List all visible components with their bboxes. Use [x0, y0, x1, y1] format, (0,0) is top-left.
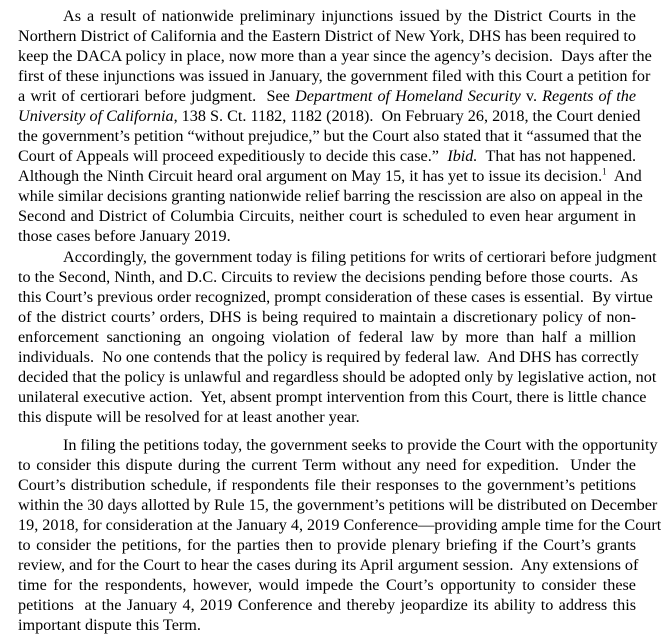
text-line: [18, 126, 642, 146]
italic-citation: Ibid.: [447, 147, 478, 165]
text-line: [18, 186, 643, 206]
text-line: [18, 515, 661, 535]
text-segment: As a result of nationwide preliminary injunctions issued by the District Courts in the: [63, 7, 636, 25]
text-line: [18, 6, 636, 26]
paragraph-petitions-filed: [18, 247, 657, 427]
text-line: [18, 247, 657, 267]
text-segment: keep the DACA policy in place, now more than a year since the agency’s decision. Days after the: [18, 47, 652, 65]
text-segment: first of these injunctions was issued in January, the government filed with this Court a petition for: [18, 67, 651, 85]
text-segment: this Court’s previous order recognized, prompt consideration of these cases is essential. By virtue: [18, 288, 653, 306]
text-line: [18, 435, 658, 455]
text-line: [18, 26, 636, 46]
italic-citation: Regents of the: [542, 87, 637, 105]
text-line: [18, 595, 636, 615]
text-segment: , 138 S. Ct. 1182, 1182 (2018). On February 26, 2018, the Court denied: [173, 107, 641, 125]
text-line: [18, 387, 647, 407]
text-segment: 19, 2018, for consideration at the January 4, 2019 Conference—providing ample time for the Court: [18, 516, 661, 534]
text-line: [18, 407, 636, 427]
text-segment: In filing the petitions today, the government seeks to provide the Court with the opportunity: [63, 436, 658, 454]
text-line: [18, 106, 641, 126]
text-line: [18, 455, 636, 475]
text-line: [18, 327, 636, 347]
text-segment: decided that the policy is unlawful and regardless should be adopted only by legislative action, not: [18, 368, 657, 386]
text-segment: Court’s distribution schedule, if respondents file their responses to the government’s petitions: [18, 476, 636, 494]
text-line: [18, 367, 657, 387]
text-segment: the government’s petition “without prejudice,” but the Court also stated that it “assumed that the: [18, 127, 642, 145]
text-segment: to the Second, Ninth, and D.C. Circuits to review the decisions pending before those courts. As: [18, 268, 638, 286]
text-segment: a writ of certiorari before judgment. See: [18, 87, 295, 105]
text-line: [18, 46, 652, 66]
text-segment: Northern District of California and the Eastern District of New York, DHS has been required to: [18, 27, 636, 45]
italic-citation: University of California: [18, 107, 174, 125]
text-segment: Although the Ninth Circuit heard oral argument on May 15, it has yet to issue its decision.: [18, 167, 603, 185]
text-line: [18, 555, 639, 575]
text-line: [18, 495, 658, 515]
text-segment: time for the respondents, however, would impede the Court’s opportunity to consider these: [18, 576, 636, 594]
text-segment: individuals. No one contends that the policy is required by federal law. And DHS has correctly: [18, 348, 639, 366]
text-line: [18, 146, 636, 166]
text-segment: while similar decisions granting nationwide relief barring the rescission are also on appeal in the: [18, 187, 643, 205]
text-segment: petitions at the January 4, 2019 Conference and thereby jeopardize its ability to address this: [18, 596, 636, 614]
text-line: [18, 206, 636, 226]
text-segment: And: [606, 167, 642, 185]
text-segment: Accordingly, the government today is filing petitions for writs of certiorari before judgment: [63, 248, 657, 266]
text-line: [18, 475, 636, 495]
text-segment: those cases before January 2019.: [18, 227, 231, 245]
text-line: [18, 615, 636, 635]
footnote-marker[interactable]: 1: [602, 166, 607, 177]
paragraph-injunctions: [18, 6, 652, 246]
paragraph-schedule: [18, 435, 661, 635]
text-segment: to consider this dispute during the current Term without any need for expedition. Under the: [18, 456, 636, 474]
text-line: [18, 307, 636, 327]
text-line: [18, 287, 653, 307]
text-line: [18, 86, 636, 106]
text-segment: to consider the petitions, for the parties then to provide plenary briefing if the Court’s grants: [18, 536, 636, 554]
italic-citation: Department of Homeland Security: [295, 87, 521, 105]
text-line: [18, 166, 642, 186]
text-segment: this dispute will be resolved for at least another year.: [18, 408, 360, 426]
text-segment: important dispute this Term.: [18, 616, 201, 634]
text-segment: Second and District of Columbia Circuits, neither court is scheduled to even hear argument in: [18, 207, 636, 225]
text-segment: within the 30 days allotted by Rule 15, the government’s petitions will be distributed on December: [18, 496, 658, 514]
text-line: [18, 347, 639, 367]
text-line: [18, 267, 636, 287]
text-line: [18, 575, 636, 595]
text-segment: enforcement sanctioning an ongoing violation of federal law by more than half a million: [18, 328, 636, 346]
text-segment: v.: [520, 87, 543, 105]
text-line: [18, 226, 636, 246]
text-line: [18, 66, 651, 86]
text-segment: review, and for the Court to hear the cases during its April argument session. Any extensions of: [18, 556, 639, 574]
text-segment: unilateral executive action. Yet, absent prompt intervention from this Court, there is little chance: [18, 388, 647, 406]
text-segment: Court of Appeals will proceed expeditiously to decide this case.”: [18, 147, 448, 165]
text-line: [18, 535, 636, 555]
text-segment: of the district courts’ orders, DHS is being required to maintain a discretionary policy of non-: [18, 308, 636, 326]
text-segment: That has not happened.: [477, 147, 636, 165]
